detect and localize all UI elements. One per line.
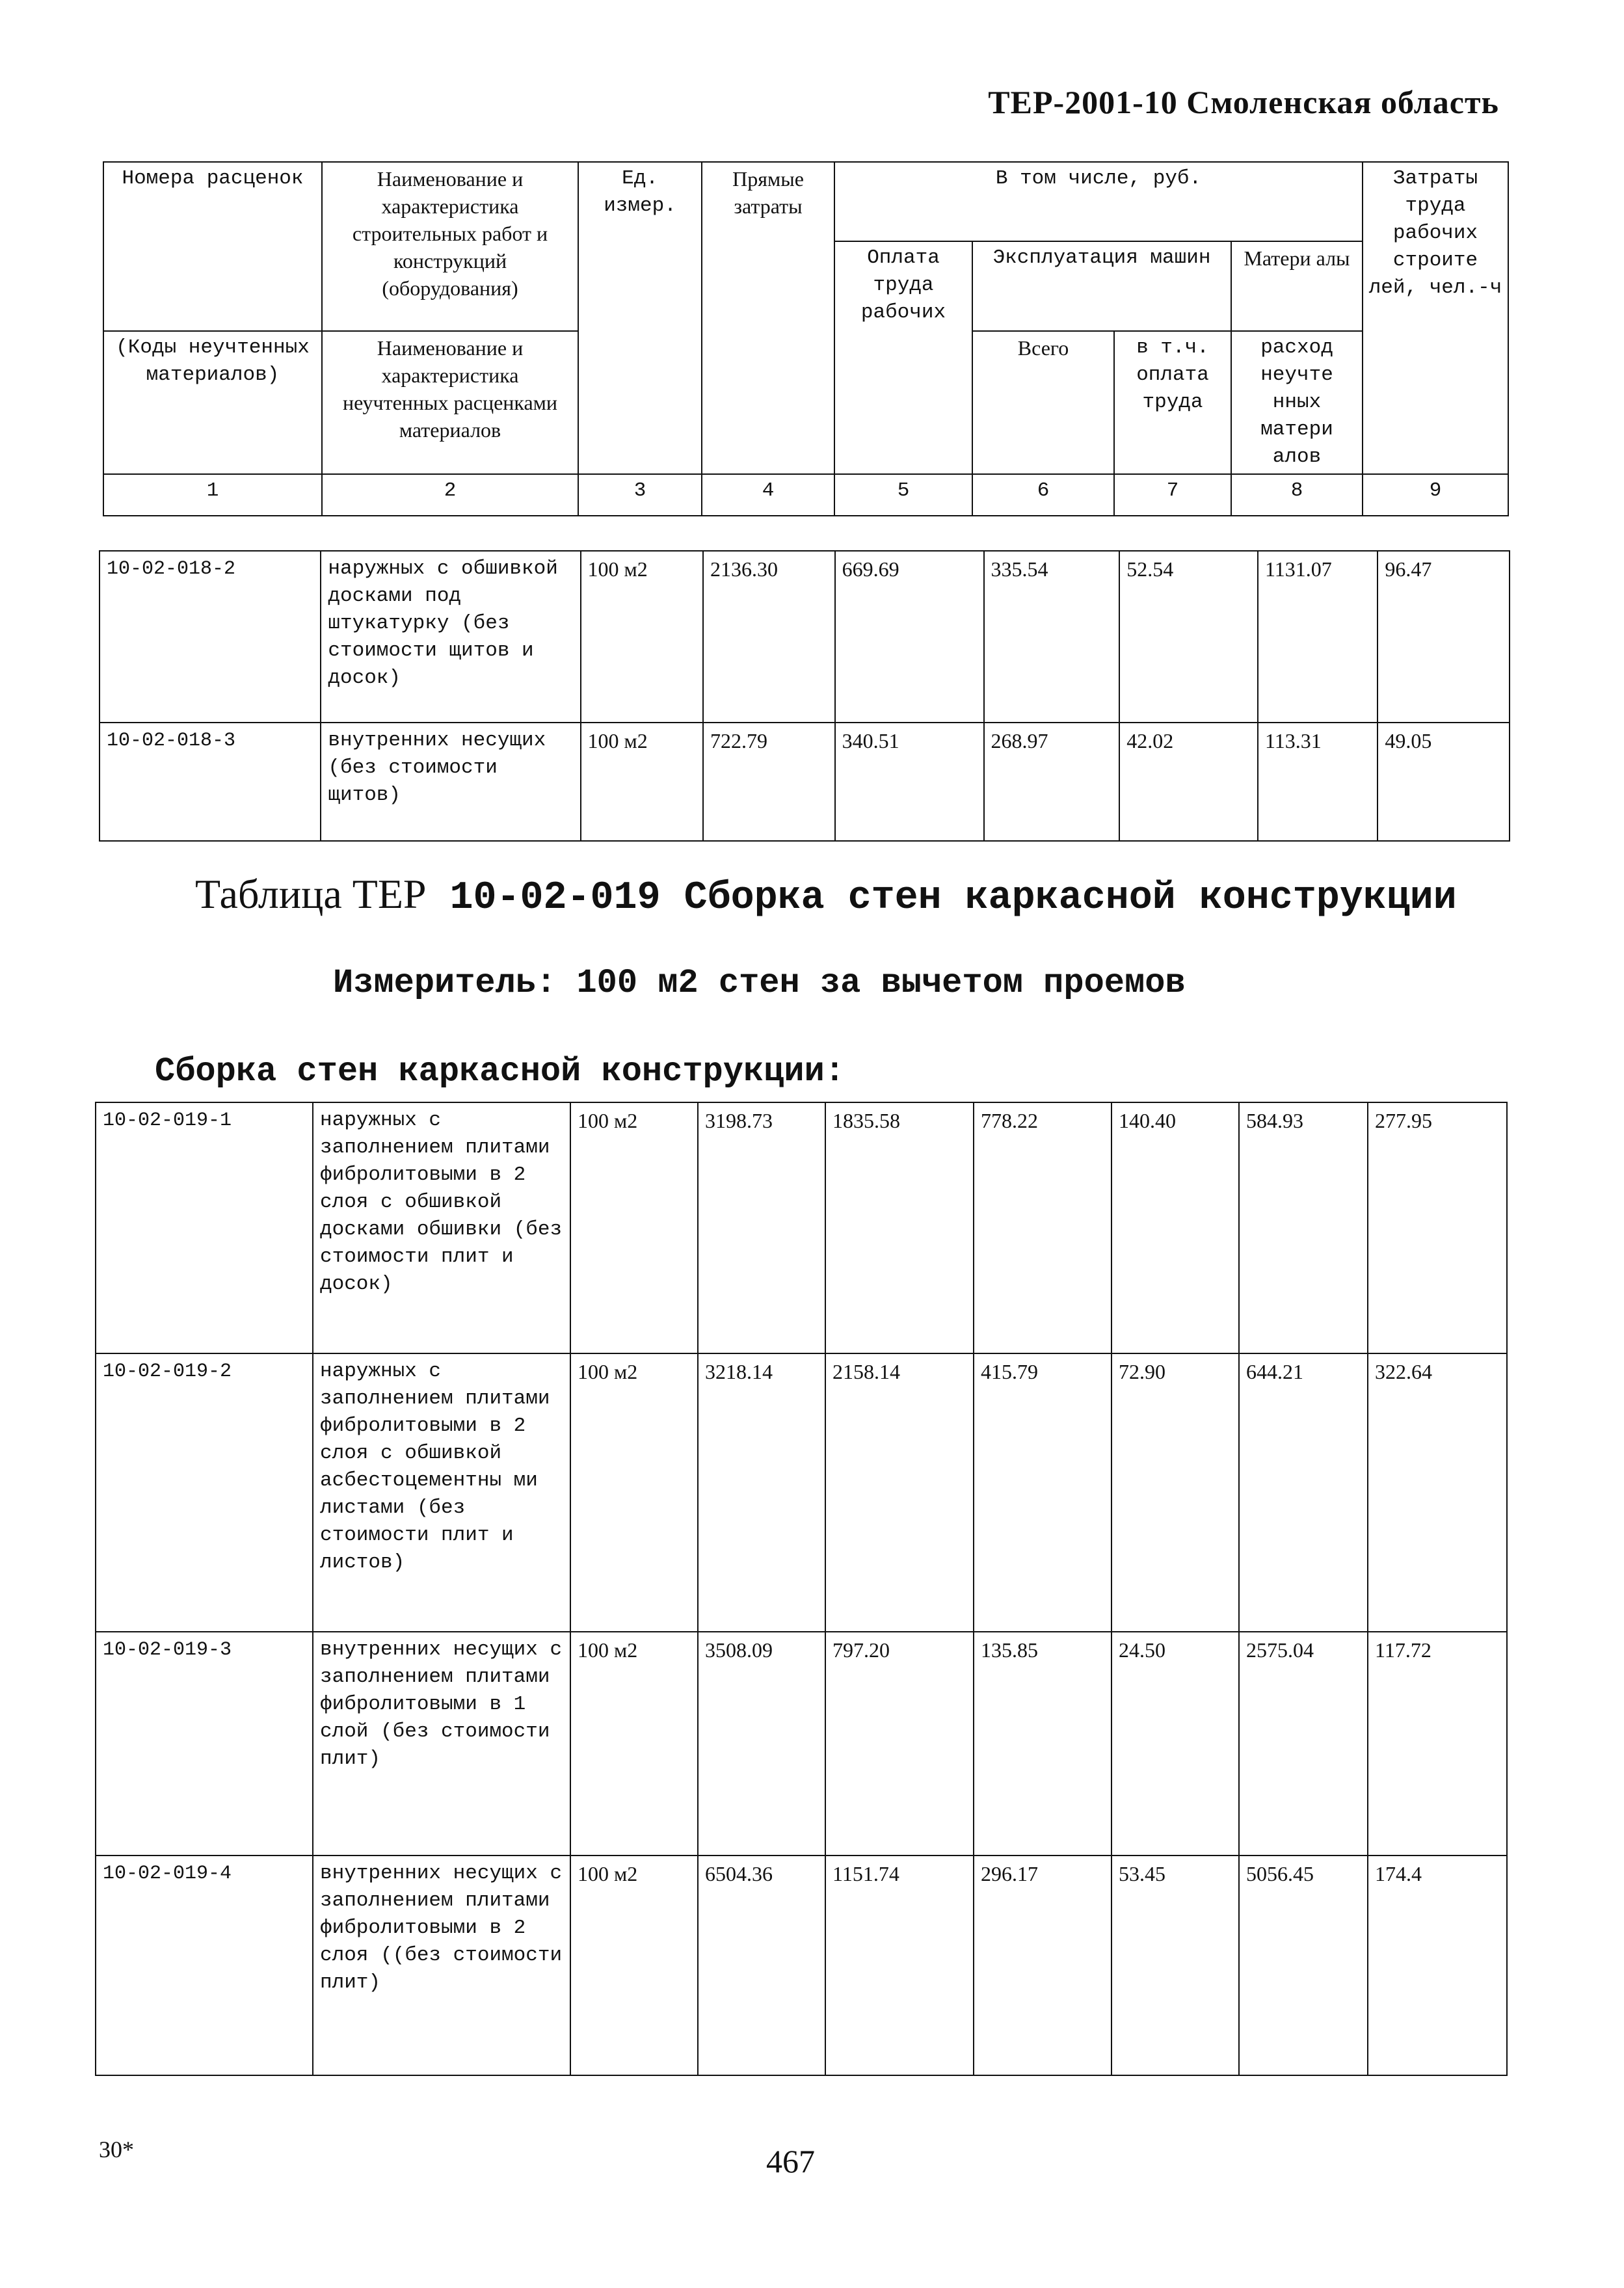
rates-table-018 [99, 550, 1510, 842]
rate-code: 10-02-018-2 [100, 551, 321, 723]
machine-labor-cost: 72.90 [1112, 1353, 1239, 1632]
machines-cost: 268.97 [984, 723, 1120, 841]
machine-labor-cost: 140.40 [1112, 1102, 1239, 1353]
rate-code: 10-02-019-1 [96, 1102, 313, 1353]
machines-cost: 135.85 [974, 1632, 1112, 1856]
machines-cost: 778.22 [974, 1102, 1112, 1353]
header-col6: Всего [972, 331, 1114, 474]
unit: 100 м2 [570, 1102, 698, 1353]
header-num: 7 [1114, 474, 1231, 516]
table-row [96, 1353, 1507, 1632]
header-group: В том числе, руб. [834, 162, 1363, 241]
direct-costs: 3218.14 [698, 1353, 825, 1632]
header-num: 8 [1231, 474, 1363, 516]
section-heading: Сборка стен каркасной конструкции: [155, 1052, 845, 1091]
labor-hours: 49.05 [1378, 723, 1510, 841]
header-num: 4 [702, 474, 834, 516]
rate-name: внутренних несущих с заполнением плитами фибролитовыми в 2 слоя ((без стоимости плит) [313, 1856, 570, 2075]
rate-code: 10-02-019-3 [96, 1632, 313, 1856]
header-col1-top: Номера расценок [103, 162, 322, 331]
labor-cost: 2158.14 [825, 1353, 974, 1632]
machine-labor-cost: 53.45 [1112, 1856, 1239, 2075]
header-num: 6 [972, 474, 1114, 516]
materials-cost: 113.31 [1258, 723, 1378, 841]
labor-hours: 322.64 [1368, 1353, 1507, 1632]
table-title-prefix: Таблица ТЕР [195, 871, 427, 917]
labor-hours: 277.95 [1368, 1102, 1507, 1353]
labor-hours: 174.4 [1368, 1856, 1507, 2075]
materials-cost: 5056.45 [1239, 1856, 1368, 2075]
table-row [96, 1856, 1507, 2075]
header-num: 3 [578, 474, 702, 516]
materials-cost: 584.93 [1239, 1102, 1368, 1353]
header-col7: в т.ч. оплата труда [1114, 331, 1231, 474]
rate-name: внутренних несущих (без стоимости щитов) [321, 723, 580, 841]
unit: 100 м2 [570, 1353, 698, 1632]
labor-cost: 797.20 [825, 1632, 974, 1856]
materials-cost: 2575.04 [1239, 1632, 1368, 1856]
direct-costs: 2136.30 [703, 551, 835, 723]
table-title-text: Сборка стен каркасной конструкции [684, 876, 1457, 920]
rate-name: наружных с обшивкой досками под штукатурку (без стоимости щитов и досок) [321, 551, 580, 723]
header-exploitation: Эксплуатация машин [972, 241, 1231, 331]
materials-cost: 644.21 [1239, 1353, 1368, 1632]
table-title-code: 10-02-019 [449, 876, 661, 920]
labor-cost: 669.69 [835, 551, 984, 723]
machine-labor-cost: 24.50 [1112, 1632, 1239, 1856]
page-number: 467 [766, 2143, 815, 2179]
header-col2-top: Наименование и характеристика строительных работ и конструкций (оборудования) [322, 162, 578, 331]
table-row [100, 551, 1510, 723]
labor-cost: 1835.58 [825, 1102, 974, 1353]
header-col4: Прямые затраты [702, 162, 834, 474]
running-head: ТЕР-2001-10 Смоленская область [988, 84, 1499, 120]
header-col8-bottom: расход неучте нных матери алов [1231, 331, 1363, 474]
rate-code: 10-02-018-3 [100, 723, 321, 841]
machines-cost: 415.79 [974, 1353, 1112, 1632]
header-col3: Ед. измер. [578, 162, 702, 474]
table-title [195, 870, 1457, 920]
unit: 100 м2 [570, 1632, 698, 1856]
header-col8-top: Матери алы [1231, 241, 1363, 331]
column-header-table [103, 161, 1509, 516]
header-num: 5 [834, 474, 972, 516]
table-row [96, 1102, 1507, 1353]
header-num: 1 [103, 474, 322, 516]
rates-table-019 [95, 1102, 1508, 2076]
rate-code: 10-02-019-4 [96, 1856, 313, 2075]
machines-cost: 335.54 [984, 551, 1120, 723]
unit: 100 м2 [570, 1856, 698, 2075]
footnote-mark: 30* [99, 2136, 134, 2162]
labor-cost: 1151.74 [825, 1856, 974, 2075]
direct-costs: 6504.36 [698, 1856, 825, 2075]
header-col9: Затраты труда рабочих строите лей, чел.-ч [1363, 162, 1508, 474]
machine-labor-cost: 52.54 [1119, 551, 1258, 723]
header-col2-bottom: Наименование и характеристика неучтенных расценками материалов [322, 331, 578, 474]
labor-hours: 117.72 [1368, 1632, 1507, 1856]
direct-costs: 3198.73 [698, 1102, 825, 1353]
labor-hours: 96.47 [1378, 551, 1510, 723]
header-col5: Оплата труда рабочих [834, 241, 972, 474]
direct-costs: 722.79 [703, 723, 835, 841]
rate-code: 10-02-019-2 [96, 1353, 313, 1632]
table-row [100, 723, 1510, 841]
machines-cost: 296.17 [974, 1856, 1112, 2075]
header-num: 9 [1363, 474, 1508, 516]
materials-cost: 1131.07 [1258, 551, 1378, 723]
machine-labor-cost: 42.02 [1119, 723, 1258, 841]
rate-name: наружных с заполнением плитами фибролитовыми в 2 слоя с обшивкой асбестоцементны ми листами (без стоимости плит и листов) [313, 1353, 570, 1632]
table-row [96, 1632, 1507, 1856]
rate-name: наружных с заполнением плитами фибролитовыми в 2 слоя с обшивкой досками обшивки (без стоимости плит и досок) [313, 1102, 570, 1353]
direct-costs: 3508.09 [698, 1632, 825, 1856]
table-meter: Измеритель: 100 м2 стен за вычетом проемов [333, 964, 1186, 1002]
rate-name: внутренних несущих с заполнением плитами фибролитовыми в 1 слой (без стоимости плит) [313, 1632, 570, 1856]
header-col1-bottom: (Коды неучтенных материалов) [103, 331, 322, 474]
unit: 100 м2 [581, 723, 703, 841]
labor-cost: 340.51 [835, 723, 984, 841]
unit: 100 м2 [581, 551, 703, 723]
header-num: 2 [322, 474, 578, 516]
